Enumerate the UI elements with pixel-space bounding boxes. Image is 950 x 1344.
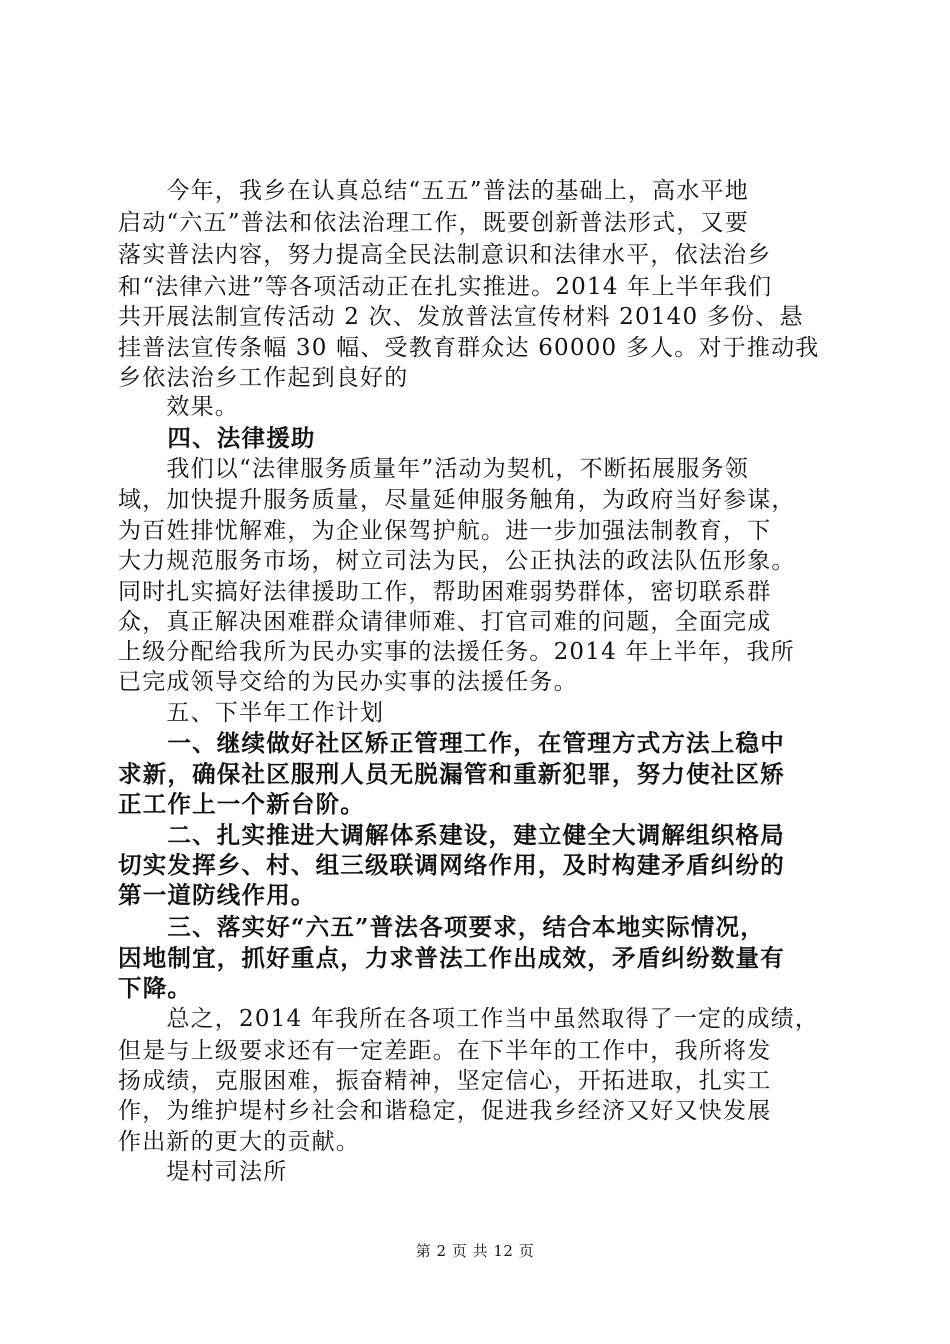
body-line: 总之，2014 年我所在各项工作当中虽然取得了一定的成绩， <box>118 1006 820 1032</box>
section-heading: 五、下半年工作计划 <box>118 700 385 726</box>
body-line: 扬成绩，克服困难，振奋精神，坚定信心，开拓进取，扎实工 <box>118 1068 772 1094</box>
body-line: 效果。 <box>118 394 239 420</box>
page-number: 第 2 页 共 12 页 <box>415 1242 535 1260</box>
body-line: 众，真正解决困难群众请律师难、打官司难的问题，全面完成 <box>118 609 772 635</box>
body-line: 和“法律六进”等各项活动正在扎实推进。2014 年上半年我们 <box>118 274 773 300</box>
body-line: 大力规范服务市场，树立司法为民，公正执法的政法队伍形象。 <box>118 548 796 574</box>
plan-line: 三、落实好“六五”普法各项要求，结合本地实际情况， <box>118 913 765 941</box>
body-line: 共开展法制宣传活动 2 次、发放普法宣传材料 20140 多份、悬 <box>118 304 804 330</box>
plan-line: 二、扎实推进大调解体系建设，建立健全大调解组织格局 <box>118 821 785 849</box>
body-line: 启动“六五”普法和依法治理工作，既要创新普法形式，又要 <box>118 210 749 236</box>
body-line: 同时扎实搞好法律援助工作，帮助困难弱势群体，密切联系群 <box>118 579 772 605</box>
body-line: 落实普法内容，努力提高全民法制意识和法律水平，依法治乡 <box>118 242 772 268</box>
body-line: 今年，我乡在认真总结“五五”普法的基础上，高水平地 <box>118 178 749 204</box>
plan-line: 切实发挥乡、村、组三级联调网络作用，及时构建矛盾纠纷的 <box>118 851 785 879</box>
body-line: 乡依法治乡工作起到良好的 <box>118 365 409 391</box>
section-heading: 四、法律援助 <box>118 424 316 452</box>
body-line: 为百姓排忧解难，为企业保驾护航。进一步加强法制教育，下 <box>118 518 772 544</box>
plan-line: 因地制宜，抓好重点，力求普法工作出成效，矛盾纠纷数量有 <box>118 944 785 972</box>
signature-line: 堤村司法所 <box>118 1159 288 1185</box>
body-line: 已完成领导交给的为民办实事的法援任务。 <box>118 669 578 695</box>
body-line: 但是与上级要求还有一定差距。在下半年的工作中，我所将发 <box>118 1038 772 1064</box>
plan-line: 求新，确保社区服刑人员无脱漏管和重新犯罪，努力使社区矫 <box>118 760 785 788</box>
body-line: 域，加快提升服务质量，尽量延伸服务触角，为政府当好参谋， <box>118 487 796 513</box>
body-line: 上级分配给我所为民办实事的法援任务。2014 年上半年，我所 <box>118 639 795 665</box>
body-line: 我们以“法律服务质量年”活动为契机，不断拓展服务领 <box>118 456 749 482</box>
plan-line: 一、继续做好社区矫正管理工作，在管理方式方法上稳中 <box>118 729 785 757</box>
plan-line: 下降。 <box>118 974 193 1002</box>
body-line: 作出新的更大的贡献。 <box>118 1129 360 1155</box>
body-line: 挂普法宣传条幅 30 幅、受教育群众达 60000 多人。对于推动我 <box>118 335 820 361</box>
plan-line: 第一道防线作用。 <box>118 881 316 909</box>
plan-line: 正工作上一个新台阶。 <box>118 790 365 818</box>
body-line: 作，为维护堤村乡社会和谐稳定，促进我乡经济又好又快发展 <box>118 1098 772 1124</box>
